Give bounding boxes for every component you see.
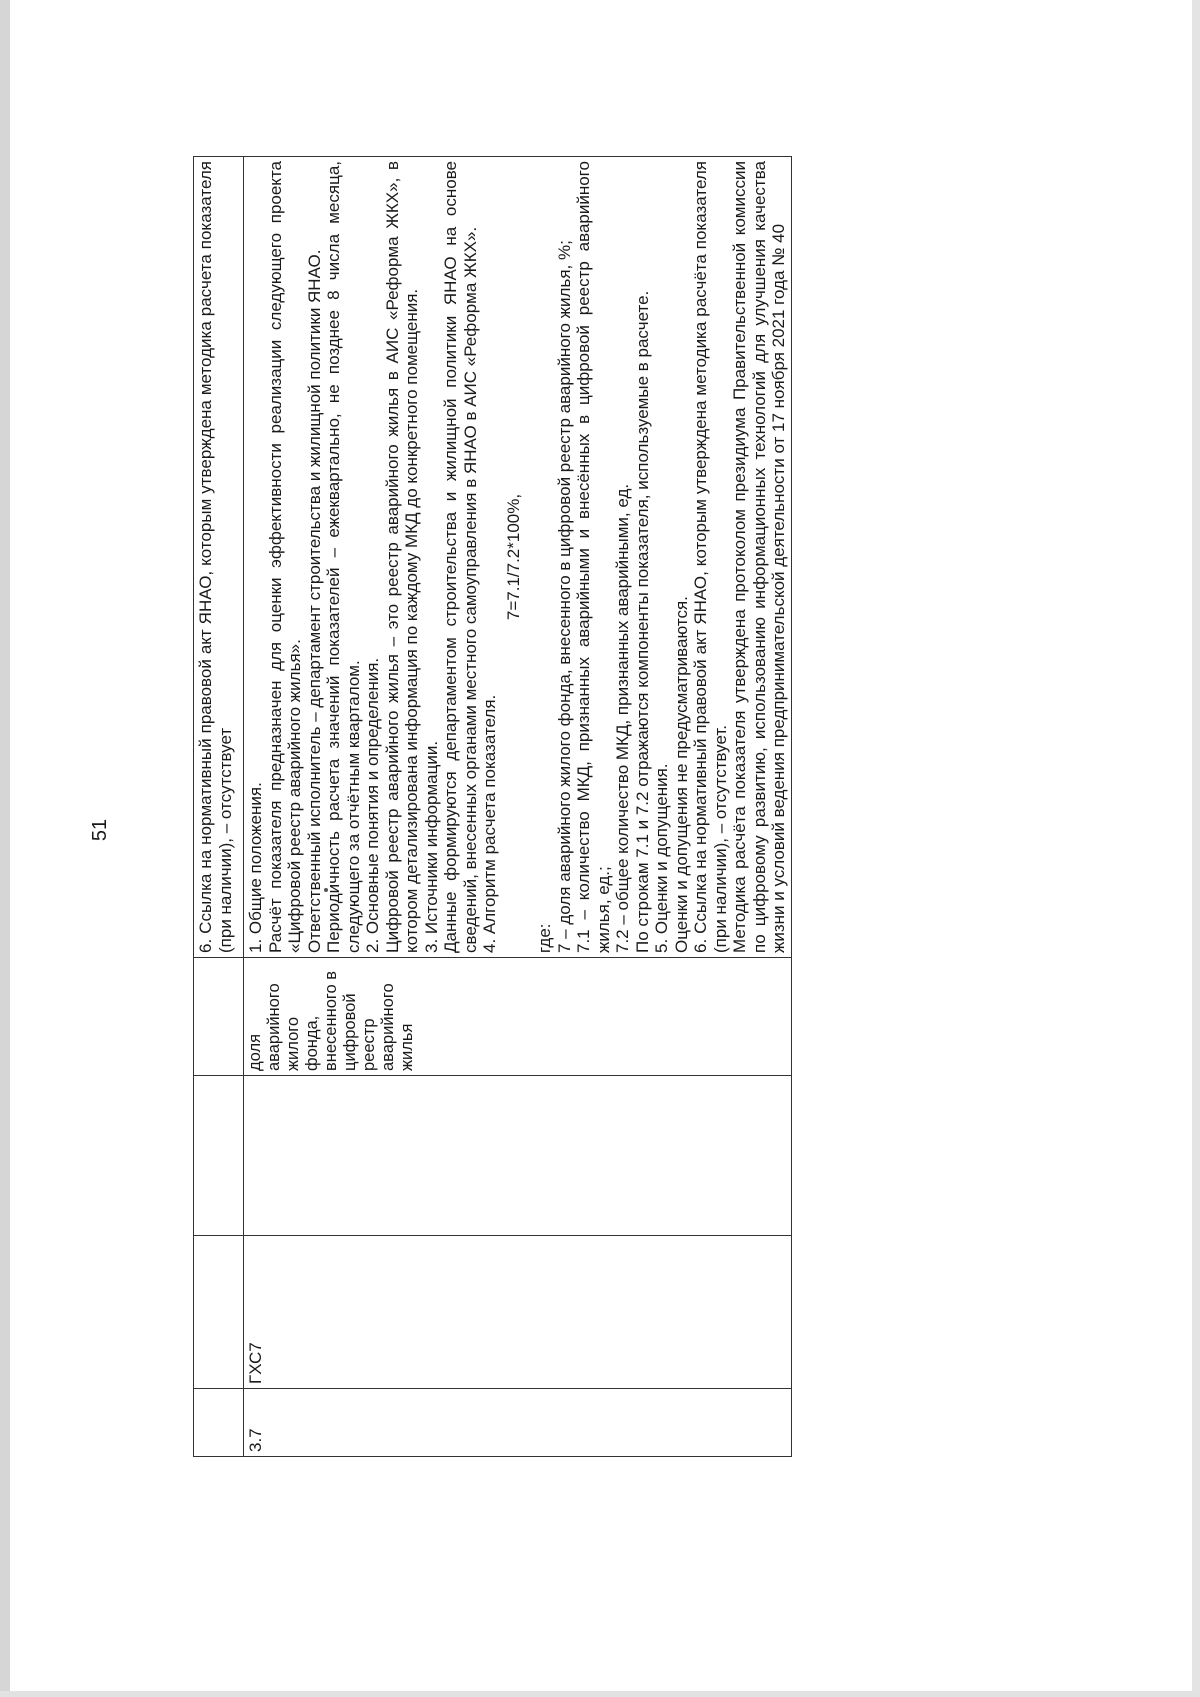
indicator-table xyxy=(193,156,792,1457)
table-cell xyxy=(194,958,244,1076)
top-row-text: 6. Ссылка на нормативный правовой акт ЯНАО, которым утверждена методика расчета показателя (при наличии), – отсутствует xyxy=(194,157,244,958)
content-paragraph: 7 – доля аварийного жилого фонда, внесенного в цифровой реестр аварийного жилья, %; xyxy=(554,240,574,953)
content-paragraph: Ответственный исполнитель – департамент строительства и жилищной политики ЯНАО. xyxy=(304,249,324,953)
rotated-table-container xyxy=(193,157,1053,1457)
content-paragraph: По строкам 7.1 и 7.2 отражаются компоненты показателя, используемые в расчете. xyxy=(632,290,652,953)
page-number: 51 xyxy=(89,818,111,842)
table-cell xyxy=(194,1389,244,1457)
table-row xyxy=(244,157,792,1457)
content-paragraph: Цифровой реестр аварийного жилья – это реестр аварийного жилья в АИС «Реформа ЖКХ», в котором детализирована информация по каждому МКД до конкретного помещения. xyxy=(382,161,421,953)
scan-edge-bottom xyxy=(0,1691,1200,1697)
row-code: ГХС7 xyxy=(244,1236,792,1389)
table-cell xyxy=(194,1236,244,1389)
row-content-cell xyxy=(244,157,792,958)
content-paragraph: Оценки и допущения не предусматриваются. xyxy=(671,596,691,953)
table-cell xyxy=(244,1076,792,1236)
content-paragraph: 5. Оценки и допущения. xyxy=(652,763,671,953)
table-cell xyxy=(194,1076,244,1236)
content-paragraph: Данные формируются департаментом строительства и жилищной политики ЯНАО на основе сведений, внесенных органами местного самоуправления в ЯНАО в АИС «Реформа ЖКХ». xyxy=(441,161,480,953)
content-paragraph: где: xyxy=(535,923,554,953)
content-paragraph: 4. Алгоритм расчета показателя. xyxy=(480,694,499,953)
content-paragraph: 2. Основные понятия и определения. xyxy=(363,657,382,953)
content-paragraph: 3. Источники информации. xyxy=(421,740,441,953)
content-paragraph: 1. Общие положения. xyxy=(246,782,265,953)
scan-edge-right xyxy=(1192,0,1200,1697)
row-name-cell xyxy=(244,958,792,1076)
content-paragraph: 6. Ссылка на нормативный правовой акт ЯНАО, которым утверждена методика расчёта показателя (при наличии), – отсутствует. xyxy=(691,161,730,953)
scan-edge-left xyxy=(0,0,10,1697)
content-paragraph: Периодичность расчета значений показателей – ежеквартально, не позднее 8 числа месяца, следующего за отчётным кварталом. xyxy=(324,161,363,953)
content-paragraph: Расчёт показателя предназначен для оценки эффективности реализации следующего проекта «Цифровой реестр аварийного жилья». xyxy=(265,161,304,953)
row-number: 3.7 xyxy=(244,1389,792,1457)
table-row xyxy=(194,157,244,1457)
row-name: доля аварийного жилого фонда, внесенного в цифровой реестр аварийного жилья xyxy=(246,970,416,1071)
formula: 7=7.1/7.2*100%, xyxy=(503,493,523,621)
content-paragraph: 7.1 – количество МКД, признанных аварийными и внесённых в цифровой реестр аварийного жилья, ед.; xyxy=(574,161,613,953)
content-paragraph: Методика расчёта показателя утверждена протоколом президиума Правительственной комиссии по цифровому развитию, использованию информационных технологий для улучшения качества жизни и условий ведения предпринимательской деятельности от 17 ноября 2021 года № 40 xyxy=(730,161,788,953)
content-paragraph: 7.2 – общее количество МКД, признанных аварийными, ед. xyxy=(613,483,632,953)
